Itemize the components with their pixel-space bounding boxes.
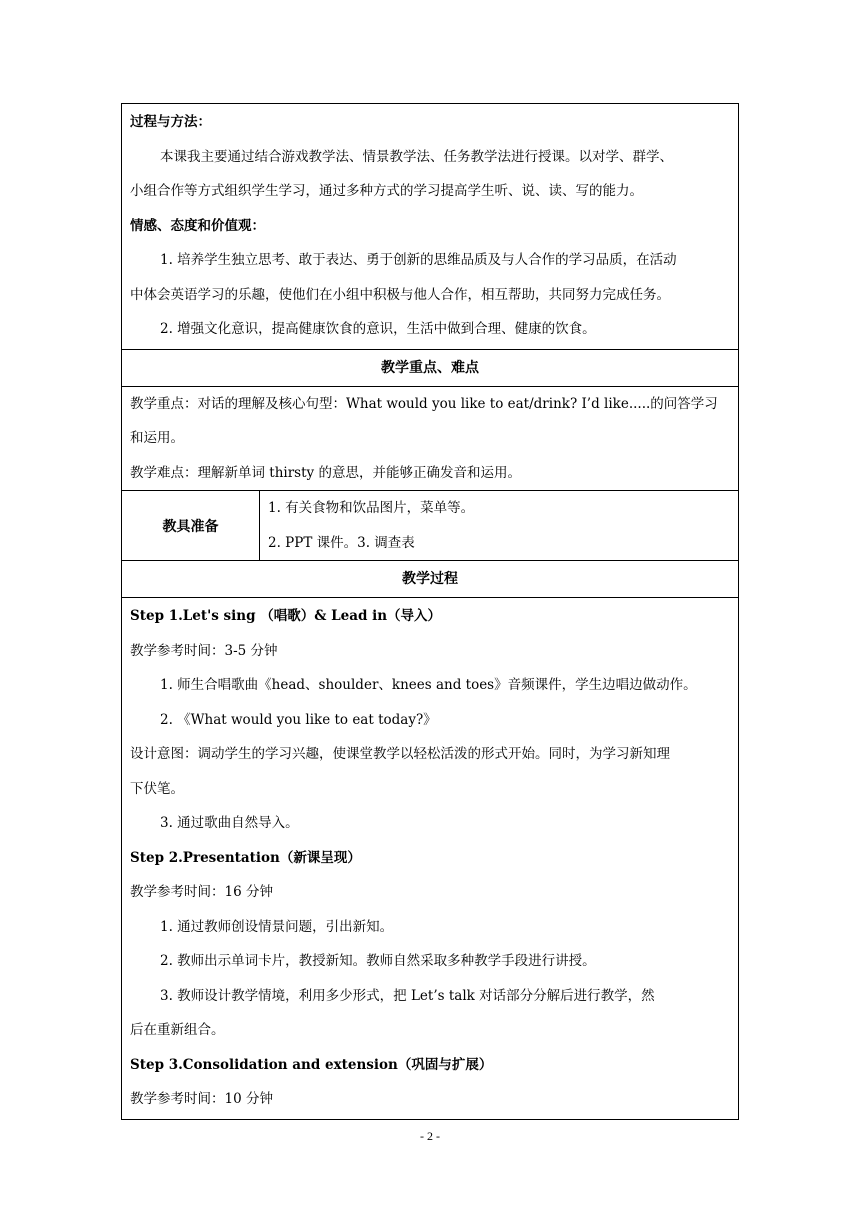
key-point-line: 教学重点：对话的理解及核心句型：What would you like to eat/drink? I’d like.....的问答学习 bbox=[130, 395, 718, 412]
process-line: 2. 《What would you like to eat today?》 bbox=[160, 711, 437, 728]
materials-line: 2. PPT 课件。3. 调查表 bbox=[268, 534, 415, 551]
step-heading: Step 2.Presentation（新课呈现） bbox=[130, 849, 361, 866]
process-line: 3. 通过歌曲自然导入。 bbox=[160, 815, 299, 831]
process-line: 教学参考时间：3-5 分钟 bbox=[130, 642, 278, 659]
process-cell bbox=[122, 598, 739, 1120]
values-line: 中体会英语学习的乐趣，使他们在小组中积极与他人合作，相互帮助，共同努力完成任务。 bbox=[130, 286, 670, 303]
step-heading: Step 1.Let's sing （唱歌）& Lead in（导入） bbox=[130, 608, 442, 624]
process-line: 1. 通过教师创设情景问题，引出新知。 bbox=[160, 918, 394, 935]
process-line: 后在重新组合。 bbox=[130, 1022, 225, 1038]
process-line: 2. 教师出示单词卡片，教授新知。教师自然采取多种教学手段进行讲授。 bbox=[160, 953, 596, 969]
key-points-cell bbox=[122, 386, 739, 491]
values-line: 2. 增强文化意识，提高健康饮食的意识，生活中做到合理、健康的饮食。 bbox=[160, 321, 596, 337]
methods-heading: 过程与方法： bbox=[130, 114, 211, 130]
process-line: 设计意图：调动学生的学习兴趣，使课堂教学以轻松活泼的形式开始。同时，为学习新知理 bbox=[130, 746, 670, 762]
key-points-title-row bbox=[122, 349, 739, 386]
values-heading: 情感、态度和价值观： bbox=[130, 217, 265, 234]
process-line: 教学参考时间：10 分钟 bbox=[130, 1091, 273, 1107]
step-heading: Step 3.Consolidation and extension（巩固与扩展） bbox=[130, 1056, 493, 1073]
process-title: 教学过程 bbox=[122, 561, 739, 598]
values-line: 1. 培养学生独立思考、敢于表达、勇于创新的思维品质及与人合作的学习品质，在活动 bbox=[160, 252, 677, 268]
difficult-point-line: 教学难点：理解新单词 thirsty 的意思，并能够正确发音和运用。 bbox=[130, 464, 521, 481]
key-point-line: 和运用。 bbox=[130, 430, 184, 446]
materials-row bbox=[122, 491, 739, 561]
methods-line: 小组合作等方式组织学生学习，通过多种方式的学习提高学生听、说、读、写的能力。 bbox=[130, 183, 643, 199]
key-points-title: 教学重点、难点 bbox=[122, 349, 739, 386]
process-line: 教学参考时间：16 分钟 bbox=[130, 884, 273, 900]
process-line: 下伏笔。 bbox=[130, 780, 184, 797]
methods-line: 本课我主要通过结合游戏教学法、情景教学法、任务教学法进行授课。以对学、群学、 bbox=[160, 148, 673, 165]
process-title-row bbox=[122, 561, 739, 598]
methods-values-cell bbox=[122, 104, 739, 350]
materials-cell bbox=[260, 491, 739, 561]
materials-label: 教具准备 bbox=[122, 491, 260, 561]
methods-values-row bbox=[122, 104, 739, 350]
materials-line: 1. 有关食物和饮品图片，菜单等。 bbox=[268, 500, 475, 516]
lesson-plan-table bbox=[121, 103, 739, 1120]
page-number: - 2 - bbox=[420, 1129, 440, 1143]
process-line: 1. 师生合唱歌曲《head、shoulder、knees and toes》音频课件，学生边唱边做动作。 bbox=[160, 677, 697, 693]
process-row bbox=[122, 598, 739, 1120]
key-points-row bbox=[122, 386, 739, 491]
process-line: 3. 教师设计教学情境，利用多少形式，把 Let’s talk 对话部分分解后进行教学，然 bbox=[160, 987, 655, 1004]
